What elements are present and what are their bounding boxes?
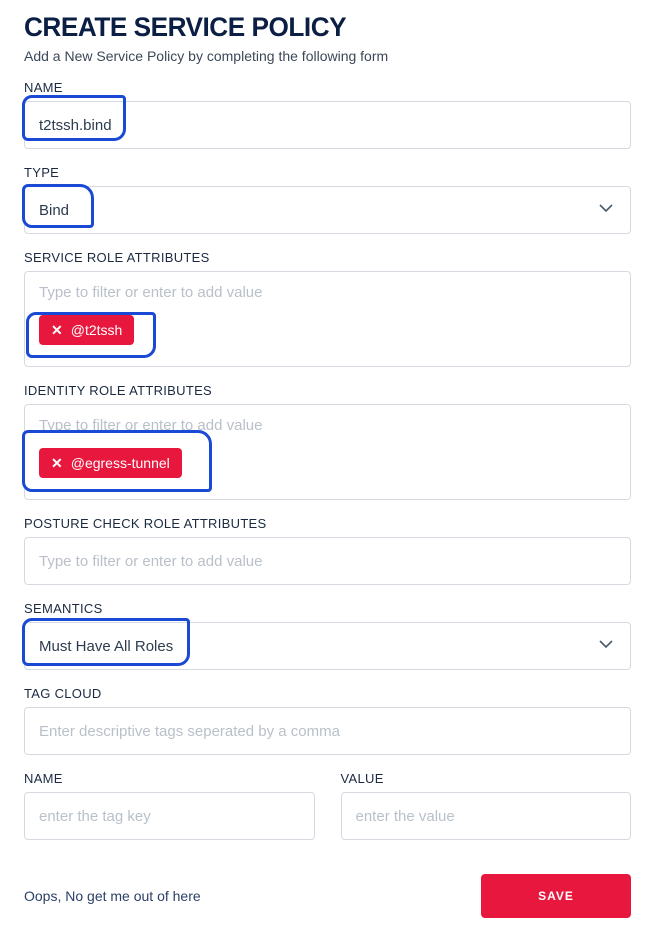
label-tag-cloud: TAG CLOUD (24, 686, 102, 701)
semantics-select[interactable] (24, 622, 631, 670)
label-identity-role-attributes: IDENTITY ROLE ATTRIBUTES (24, 383, 213, 398)
label-tag-name: NAME (24, 771, 63, 786)
posture-check-role-attributes-placeholder: Type to filter or enter to add value (39, 552, 263, 570)
chip-identity-role-label: @egress-tunnel (70, 455, 170, 471)
tag-cloud-placeholder: Enter descriptive tags seperated by a comma (39, 722, 340, 740)
label-posture-check-role-attributes: POSTURE CHECK ROLE ATTRIBUTES (24, 516, 267, 531)
label-type: TYPE (24, 165, 60, 180)
name-input[interactable] (24, 101, 631, 149)
label-service-role-attributes: SERVICE ROLE ATTRIBUTES (24, 250, 210, 265)
tag-cloud-input[interactable] (24, 707, 631, 755)
chip-service-role-label: @t2tssh (70, 322, 123, 338)
tag-value-placeholder: enter the value (355, 807, 455, 825)
posture-check-role-attributes-input[interactable] (24, 537, 631, 585)
service-role-attributes-input[interactable] (24, 271, 631, 367)
tag-name-placeholder: enter the tag key (39, 807, 151, 825)
identity-role-attributes-input[interactable] (24, 404, 631, 500)
label-semantics: SEMANTICS (24, 601, 103, 616)
chevron-down-icon (596, 634, 616, 658)
page-subtitle: Add a New Service Policy by completing the following form (24, 48, 389, 64)
tag-name-input[interactable] (24, 792, 315, 840)
label-tag-value: VALUE (340, 771, 384, 786)
close-icon[interactable]: ✕ (51, 322, 63, 338)
identity-role-attributes-placeholder: Type to filter or enter to add value (39, 417, 263, 434)
service-role-attributes-placeholder: Type to filter or enter to add value (39, 284, 263, 301)
chip-service-role[interactable] (39, 315, 134, 345)
tag-value-input[interactable] (341, 792, 632, 840)
semantics-select-value: Must Have All Roles (39, 637, 174, 655)
label-name: NAME (24, 80, 63, 95)
type-select[interactable] (24, 186, 631, 234)
form-footer (24, 874, 631, 918)
chip-identity-role[interactable] (39, 448, 182, 478)
type-select-value: Bind (39, 201, 70, 219)
name-input-value: t2tssh.bind (39, 116, 112, 134)
page-title: CREATE SERVICE POLICY (24, 12, 347, 42)
close-icon[interactable]: ✕ (51, 455, 63, 471)
cancel-link[interactable]: Oops, No get me out of here (24, 888, 201, 904)
chevron-down-icon (596, 198, 616, 222)
save-button[interactable]: SAVE (481, 874, 631, 918)
